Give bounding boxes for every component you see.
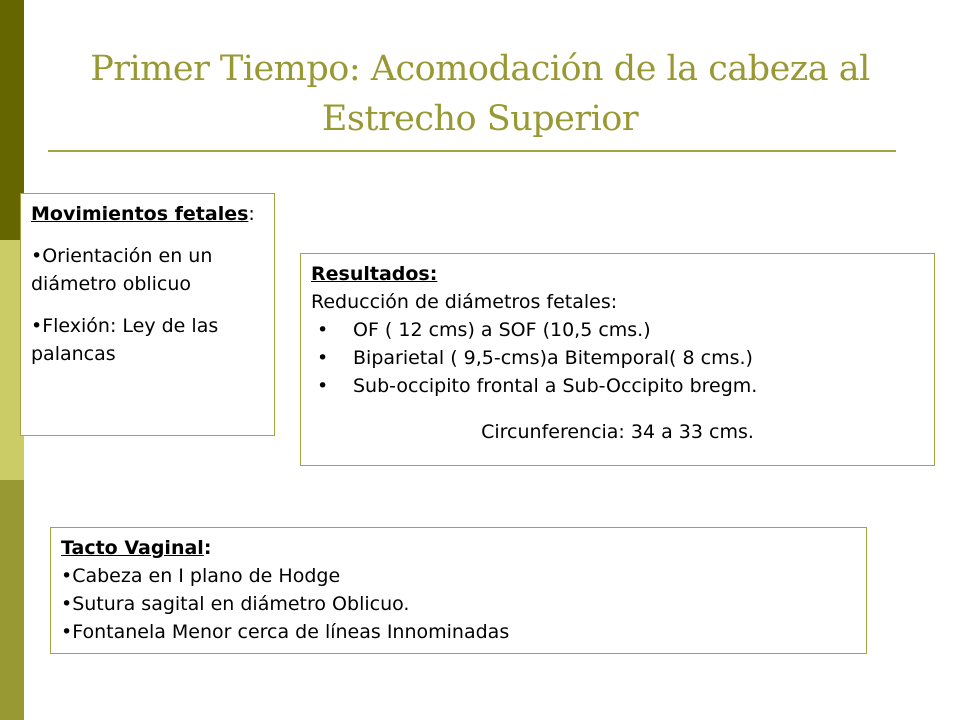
tacto-heading-colon: : bbox=[203, 537, 212, 559]
slide-title: Primer Tiempo: Acomodación de la cabeza al Estrecho Superior bbox=[90, 49, 870, 139]
resultados-item bbox=[311, 344, 924, 372]
movimientos-item: •Orientación en un diámetro oblicuo bbox=[31, 245, 213, 295]
resultados-item bbox=[311, 372, 924, 400]
tacto-item: •Cabeza en I plano de Hodge bbox=[61, 565, 341, 587]
resultados-item-text: Biparietal ( 9,5-cms)a Bitemporal( 8 cms.) bbox=[353, 347, 753, 369]
tacto-item: •Fontanela Menor cerca de líneas Innominadas bbox=[61, 621, 510, 643]
resultados-item-text: OF ( 12 cms) a SOF (10,5 cms.) bbox=[353, 319, 651, 341]
tacto-item: •Sutura sagital en diámetro Oblicuo. bbox=[61, 593, 410, 615]
tacto-heading: Tacto Vaginal bbox=[61, 537, 204, 559]
resultados-item bbox=[311, 316, 924, 344]
movimientos-heading-colon: : bbox=[248, 203, 255, 225]
resultados-heading: Resultados: bbox=[311, 263, 438, 285]
movimientos-heading-line bbox=[31, 200, 264, 228]
resultados-footer: Circunferencia: 34 a 33 cms. bbox=[481, 421, 754, 443]
bullet-icon: • bbox=[317, 319, 329, 341]
tacto-heading-line bbox=[61, 534, 856, 562]
movimientos-item: •Flexión: Ley de las palancas bbox=[31, 315, 219, 365]
bullet-icon: • bbox=[317, 375, 329, 397]
movimientos-box bbox=[20, 193, 275, 436]
spacer bbox=[31, 228, 264, 242]
resultados-box bbox=[300, 253, 935, 466]
resultados-intro: Reducción de diámetros fetales: bbox=[311, 291, 618, 313]
bullet-icon: • bbox=[317, 347, 329, 369]
movimientos-heading: Movimientos fetales bbox=[31, 203, 249, 225]
spacer bbox=[311, 400, 924, 418]
title-underline bbox=[48, 150, 896, 152]
spacer bbox=[31, 298, 264, 312]
tacto-box bbox=[50, 527, 867, 654]
accent-bar-bottom bbox=[0, 480, 24, 720]
resultados-item-text: Sub-occipito frontal a Sub-Occipito bregm. bbox=[353, 375, 758, 397]
